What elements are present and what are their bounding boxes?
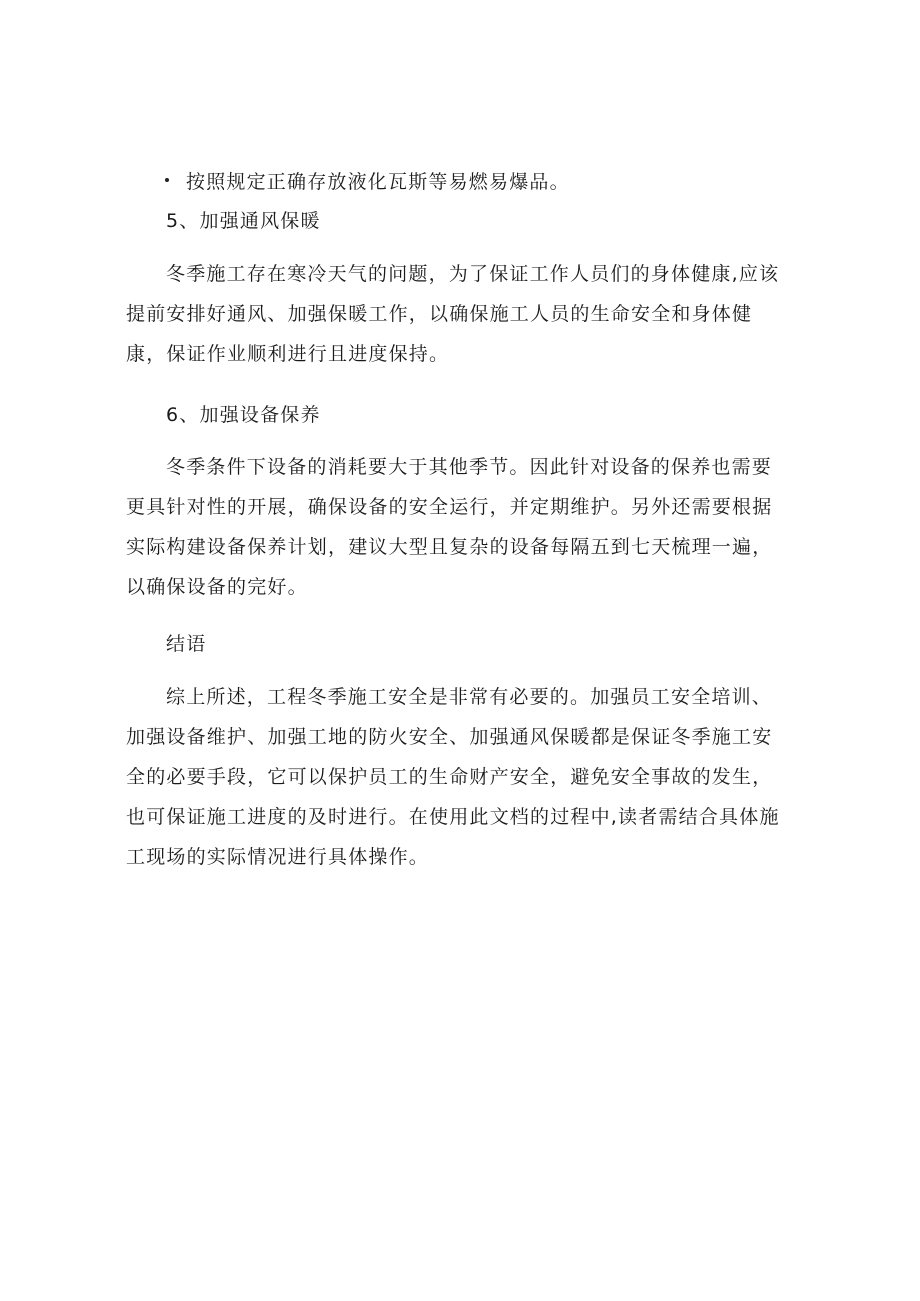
paragraph-line: 提前安排好通风、加强保暖工作，以确保施工人员的生命安全和身体健: [126, 303, 753, 325]
paragraph-line: 实际构建设备保养计划，建议大型且复杂的设备每隔五到七天梳理一遍，: [126, 536, 773, 558]
section-6-paragraph: [126, 447, 786, 607]
paragraph-line: 更具针对性的开展，确保设备的安全运行，并定期维护。另外还需要根据: [126, 496, 773, 518]
paragraph-line: 加强设备维护、加强工地的防火安全、加强通风保暖都是保证冬季施工安: [126, 726, 773, 748]
conclusion-paragraph: [126, 677, 786, 877]
section-5-paragraph: [126, 254, 786, 374]
bullet-list-item: [165, 166, 570, 194]
conclusion-heading: 结语: [166, 633, 207, 655]
paragraph-line: 也可保证施工进度的及时进行。在使用此文档的过程中,读者需结合具体施: [126, 806, 780, 828]
paragraph-line: 综上所述，工程冬季施工安全是非常有必要的。加强员工安全培训、: [166, 686, 773, 708]
paragraph-line: 全的必要手段，它可以保护员工的生命财产安全，避免安全事故的发生，: [126, 766, 773, 788]
paragraph-line: 工现场的实际情况进行具体操作。: [126, 846, 430, 868]
section-heading-5: 5、加强通风保暖: [166, 210, 321, 232]
bullet-dot-icon: [165, 178, 169, 182]
paragraph-line: 以确保设备的完好。: [126, 576, 308, 598]
section-heading-6: 6、加强设备保养: [166, 404, 321, 426]
paragraph-line: 冬季施工存在寒冷天气的问题，为了保证工作人员们的身体健康,应该: [166, 263, 780, 285]
paragraph-line: 康，保证作业顺利进行且进度保持。: [126, 343, 450, 365]
bullet-text: 按照规定正确存放液化瓦斯等易燃易爆品。: [186, 170, 570, 193]
paragraph-line: 冬季条件下设备的消耗要大于其他季节。因此针对设备的保养也需要: [166, 456, 773, 478]
